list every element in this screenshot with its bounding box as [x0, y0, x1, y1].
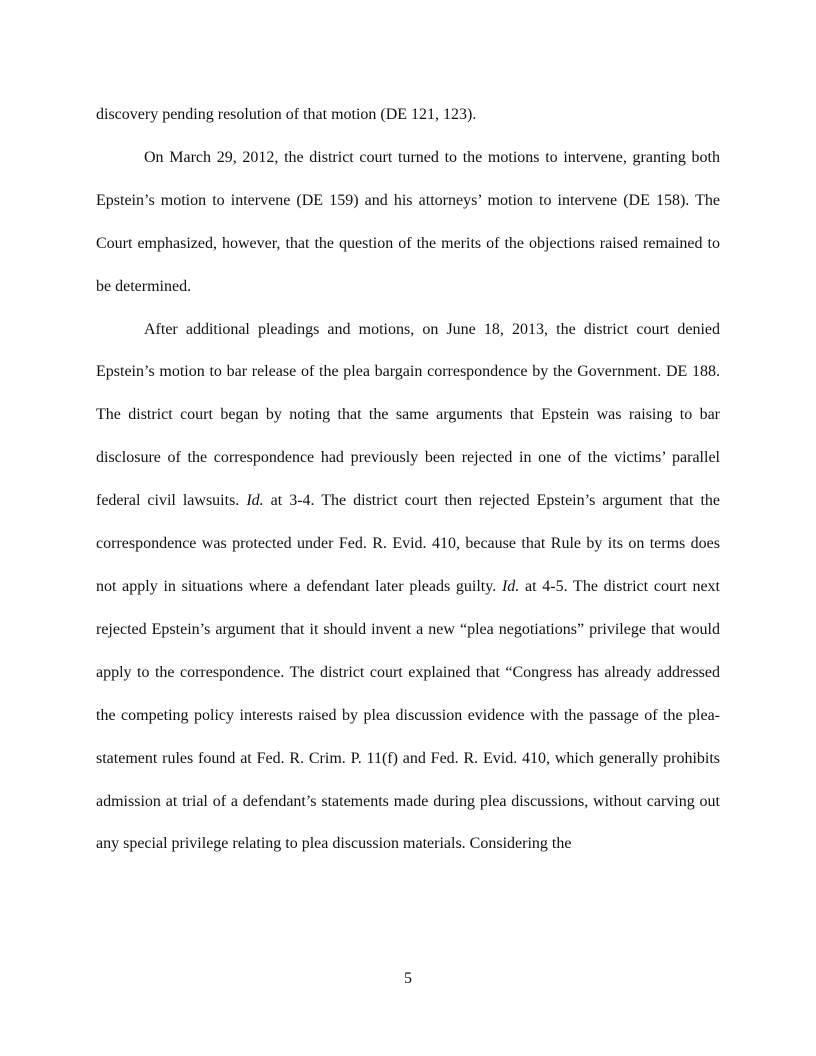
body-text [96, 94, 720, 866]
paragraph-text: discovery pending resolution of that motion (DE 121, 123). [96, 106, 477, 123]
paragraph [96, 94, 720, 137]
paragraph [96, 137, 720, 309]
paragraph-text: On March 29, 2012, the district court turned to the motions to intervene, granting both Epstein’s motion to intervene (DE 159) and his attorneys’ motion to intervene (DE 158). The Court emphasized, however, that the question of the merits of the objections raised remained to be determined. [96, 148, 720, 295]
citation-text: Id. [246, 492, 264, 510]
paragraph-text: After additional pleadings and motions, on June 18, 2013, the district court denied Epstein’s motion to bar release of the plea bargain correspondence by the Government. DE 188. The district court began by noting that the same arguments that Epstein was raising to bar disclosure of the correspondence had previously been rejected in one of the victims’ parallel federal civil lawsuits. [96, 320, 720, 510]
paragraph-text: at 4-5. The district court next rejected Epstein’s argument that it should invent a new “plea negotiations” privilege that would apply to the correspondence. The district court explained that “Congress has already addressed the competing policy interests raised by plea discussion evidence with the passage of the plea-statement rules found at Fed. R. Crim. P. 11(f) and Fed. R. Evid. 410, which generally prohibits admission at trial of a defendant’s statements made during plea discussions, without carving out any special privilege relating to plea discussion materials. Considering the [96, 577, 720, 853]
paragraph [96, 309, 720, 867]
page-number: 5 [404, 970, 412, 987]
paragraph-text: at 3-4. The district court then rejected Epstein’s argument that the correspondence was protected under Fed. R. Evid. 410, because that Rule by its on terms does not apply in situations where a defendant later pleads guilty. [96, 492, 720, 595]
citation-text: Id. [501, 577, 520, 595]
